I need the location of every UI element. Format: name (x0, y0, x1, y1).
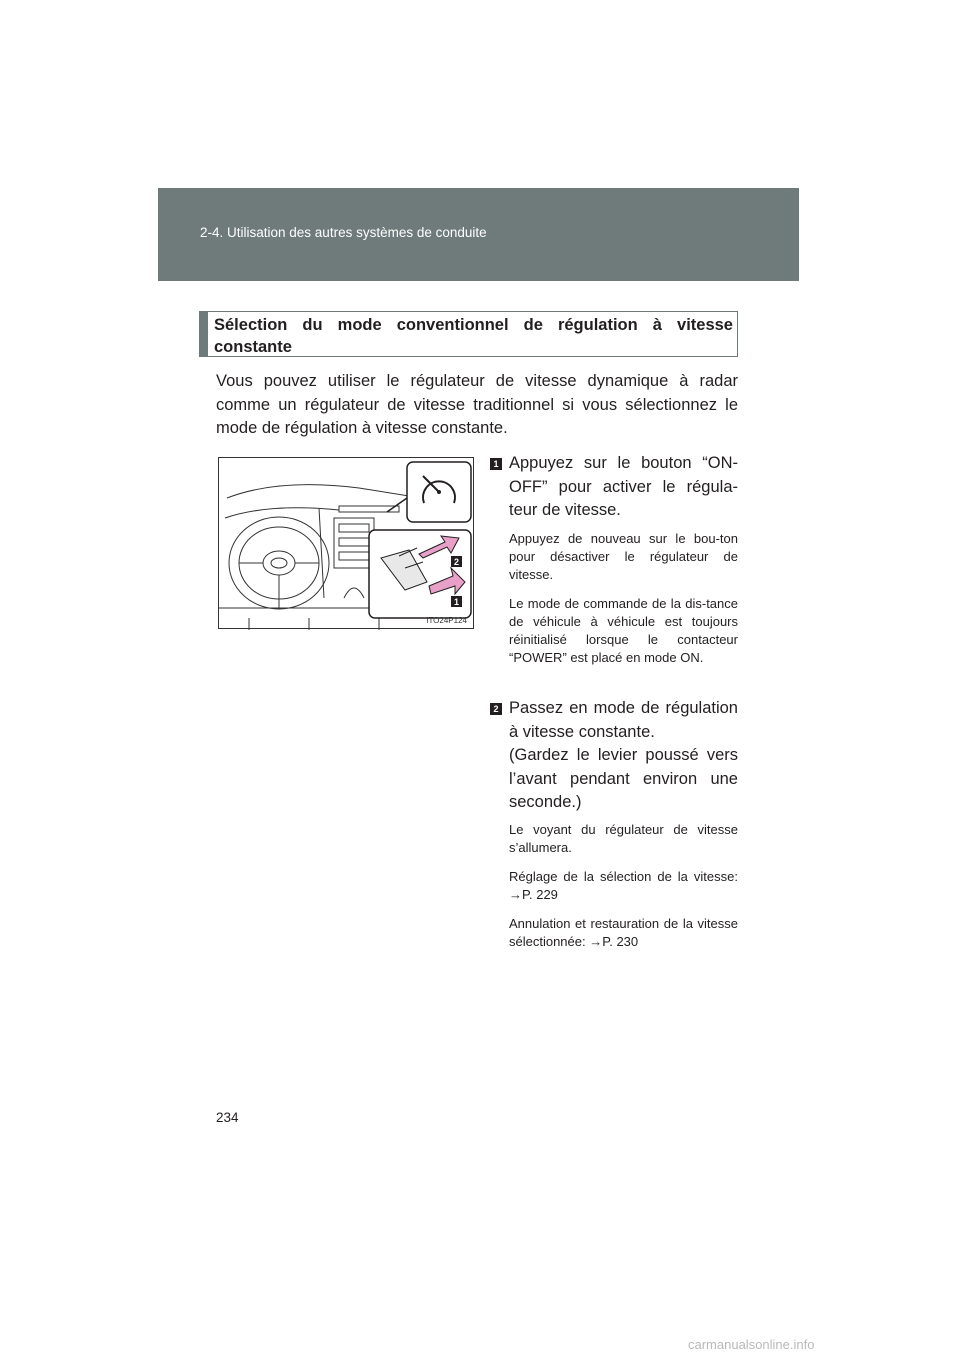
step-1-note-1: Appuyez de nouveau sur le bou-ton pour désactiver le régulateur de vitesse. (509, 531, 738, 582)
step-1-note-2: Le mode de commande de la dis-tance de véhicule à véhicule est toujours réinitialisé lorsque le contacteur “POWER” est placé en mode ON. (509, 596, 738, 665)
section-title-bar (200, 312, 208, 356)
watermark: carmanualsonline.info (688, 1337, 815, 1352)
chapter-header (158, 188, 799, 281)
figure-badge-1 (451, 596, 462, 607)
step-2-note-2: Réglage de la sélection de la vitesse: →P. 229 (509, 869, 738, 902)
step-2-note-1: Le voyant du régulateur de vitesse s’allumera. (509, 822, 738, 855)
svg-text:1: 1 (453, 597, 460, 607)
figure-badge-2 (451, 556, 462, 567)
step-2-instruction-detail: (Gardez le levier poussé vers l’avant pendant environ une seconde.) (509, 746, 738, 811)
svg-text:2: 2 (453, 557, 460, 567)
step-1-badge: 1 (490, 458, 502, 470)
chapter-section-title: 2-4. Utilisation des autres systèmes de conduite (200, 225, 487, 240)
intro-paragraph: Vous pouvez utiliser le régulateur de vitesse dynamique à radar comme un régulateur de vitesse traditionnel si vous sélectionnez le mode de régulation à vitesse constante. (216, 372, 738, 437)
dashboard-drawing (219, 458, 475, 630)
section-title-box (199, 311, 738, 357)
dashboard-illustration (218, 457, 474, 629)
section-title: Sélection du mode conventionnel de régulation à vitesse constante (214, 316, 733, 356)
step-2-instruction: Passez en mode de régulation à vitesse constante. (509, 699, 738, 741)
step-2-note-3: Annulation et restauration de la vitesse sélectionnée: →P. 230 (509, 916, 738, 949)
step-1-instruction: Appuyez sur le bouton “ON-OFF” pour activer le régula-teur de vitesse. (509, 454, 738, 519)
cruise-icon-callout (387, 462, 471, 522)
step-2-badge: 2 (490, 703, 502, 715)
figure-code: ITO24P124 (426, 616, 467, 625)
page-number: 234 (216, 1110, 239, 1125)
